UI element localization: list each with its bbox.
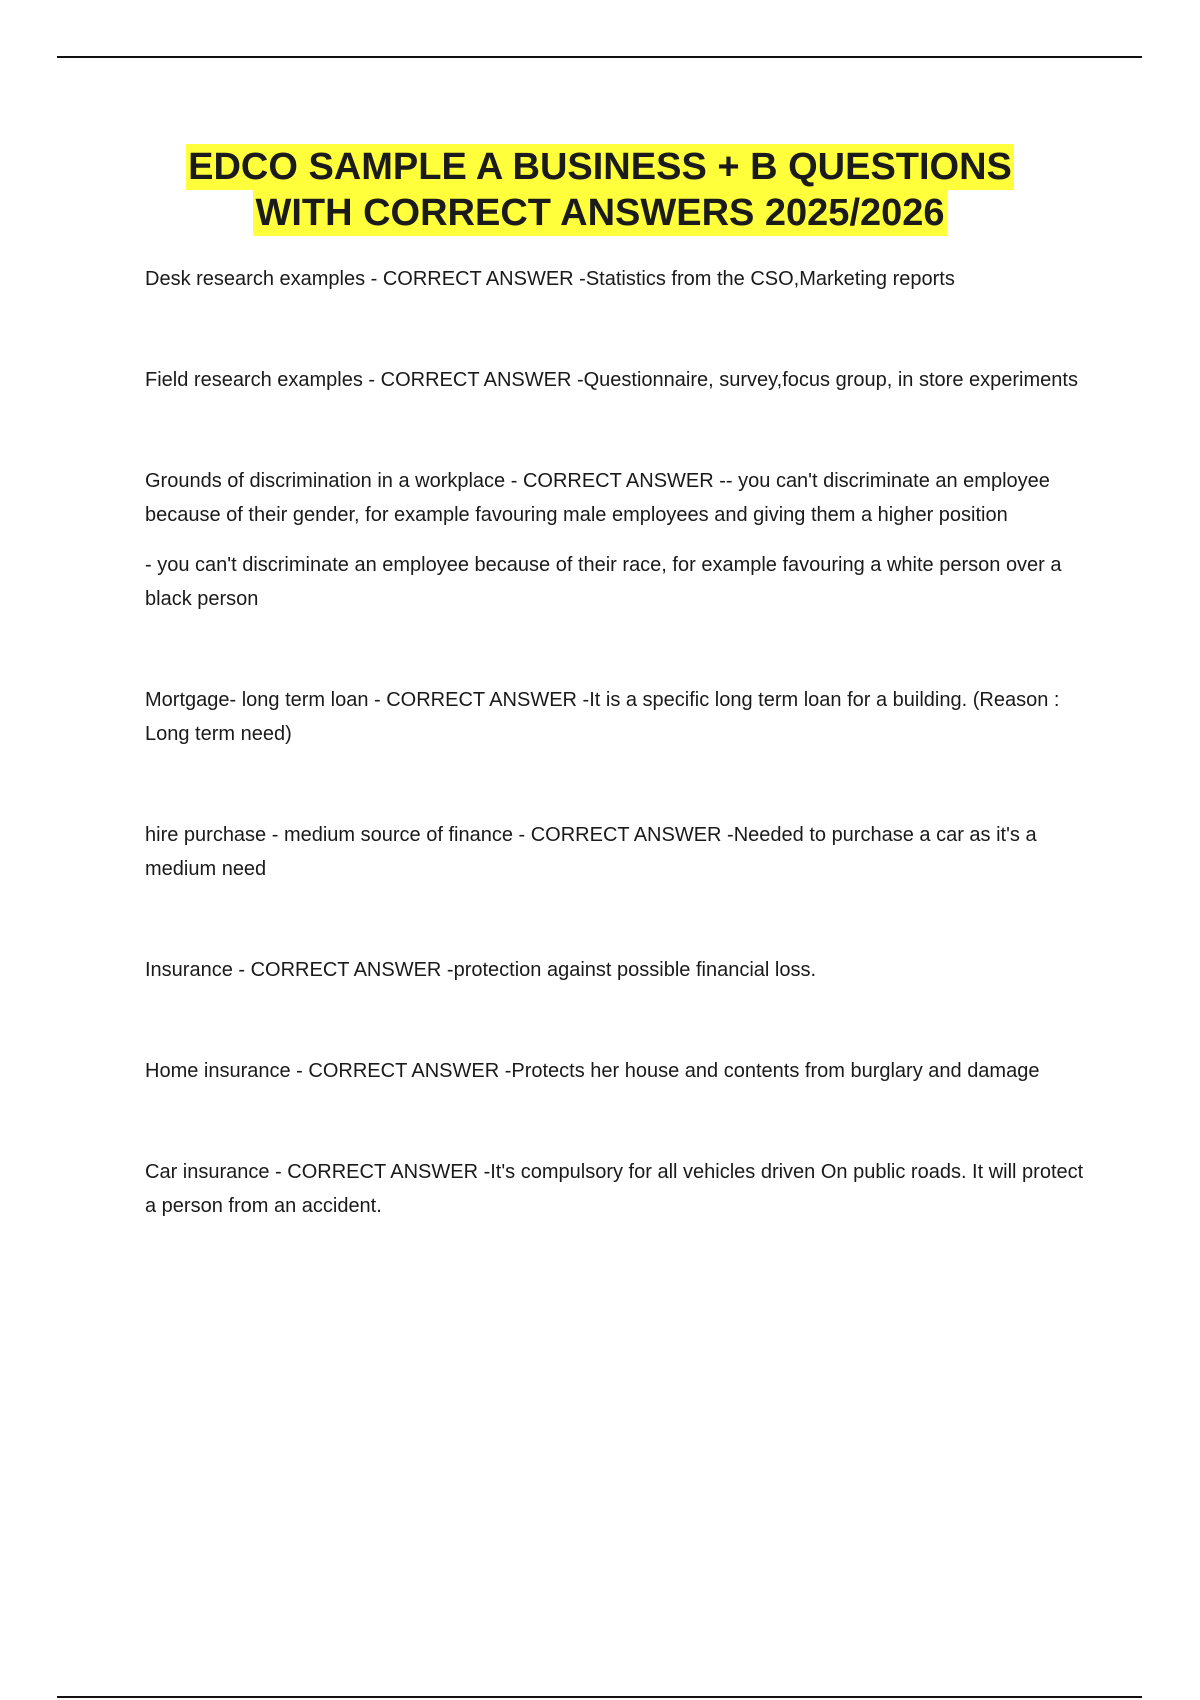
title-line-1: EDCO SAMPLE A BUSINESS + B QUESTIONS bbox=[188, 146, 1012, 188]
qa-entry bbox=[145, 363, 1090, 397]
qa-text: Home insurance - CORRECT ANSWER -Protects her house and contents from burglary and damage bbox=[145, 1060, 1040, 1082]
qa-text: Insurance - CORRECT ANSWER -protection against possible financial loss. bbox=[145, 959, 817, 981]
qa-entry bbox=[145, 683, 1090, 751]
header-rule bbox=[57, 56, 1142, 58]
qa-entry bbox=[145, 464, 1090, 616]
qa-entry bbox=[145, 1054, 1090, 1088]
title-line-2: WITH CORRECT ANSWERS 2025/2026 bbox=[255, 192, 945, 234]
qa-text-continued: - you can't discriminate an employee because of their race, for example favouring a white person over a black person bbox=[145, 554, 1062, 610]
qa-text: Car insurance - CORRECT ANSWER -It's compulsory for all vehicles driven On public roads. It will protect a person from an accident. bbox=[145, 1161, 1084, 1217]
qa-entry bbox=[145, 953, 1090, 987]
qa-text: Field research examples - CORRECT ANSWER -Questionnaire, survey,focus group, in store experiments bbox=[145, 369, 1078, 391]
document-title bbox=[60, 144, 1140, 236]
qa-list bbox=[145, 262, 1090, 1223]
footer-rule bbox=[57, 1696, 1142, 1698]
qa-entry bbox=[145, 1155, 1090, 1223]
qa-text: hire purchase - medium source of finance - CORRECT ANSWER -Needed to purchase a car as it's a medium need bbox=[145, 824, 1037, 880]
qa-text: Grounds of discrimination in a workplace - CORRECT ANSWER -- you can't discriminate an employee because of their gender, for example favouring male employees and giving them a higher position bbox=[145, 470, 1050, 526]
qa-text: Desk research examples - CORRECT ANSWER -Statistics from the CSO,Marketing reports bbox=[145, 268, 955, 290]
qa-text: Mortgage- long term loan - CORRECT ANSWER -It is a specific long term loan for a building. (Reason : Long term need) bbox=[145, 689, 1060, 745]
qa-entry bbox=[145, 818, 1090, 886]
qa-entry bbox=[145, 262, 1090, 296]
